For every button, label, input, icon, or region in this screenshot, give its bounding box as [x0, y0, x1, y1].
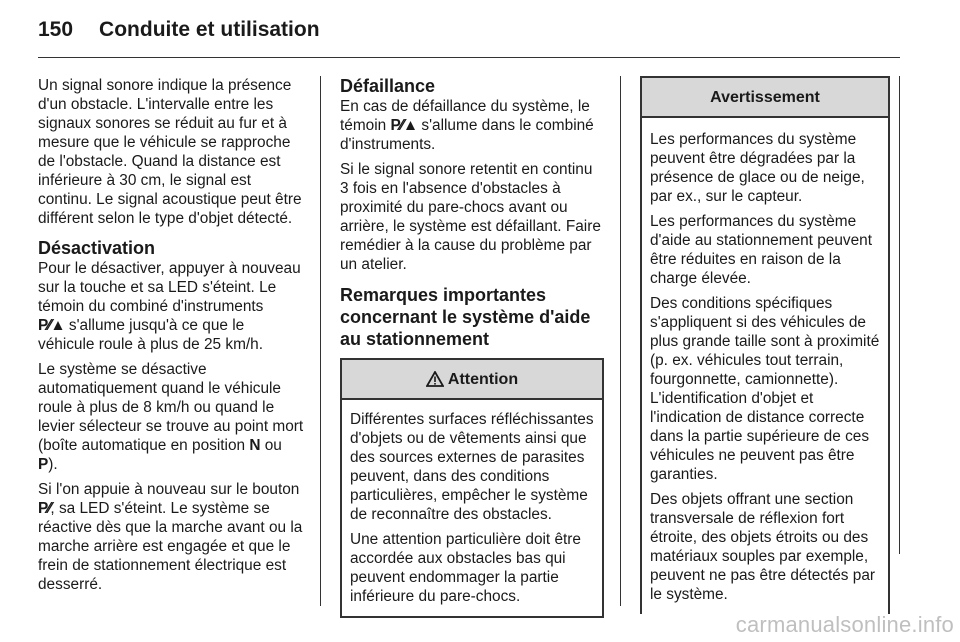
column-2 — [340, 76, 604, 618]
attention-title: Attention — [447, 370, 519, 388]
warning-title: Avertissement — [710, 88, 820, 106]
paragraph: Des conditions spécifiques s'appliquent si des véhicules de plus grande taille sont à proximité (p. ex. véhicules tout terrain, fourgonnette, camionnette). L'identification d'objet et l'indication de distance correcte dans la partie supérieure de ces véhicules ne peuvent pas être garanties. — [650, 295, 880, 483]
attention-header — [342, 360, 602, 400]
paragraph: Si le signal sonore retentit en continu 3 fois en l'absence d'obstacles à proximité du pare-chocs avant ou arrière, le système est défaillant. Faire remédier à la cause du problème par un atelier. — [340, 161, 601, 273]
park-assist-indicator-icon: P⁄⁄▲ — [38, 317, 65, 334]
page-number: 150 — [38, 18, 74, 41]
header-rule — [38, 57, 900, 58]
page-header — [38, 18, 320, 48]
column-divider — [899, 76, 900, 554]
park-assist-button-icon: P⁄⁄ — [38, 500, 51, 517]
heading-failure: Défaillance — [340, 76, 436, 96]
warning-box — [640, 76, 890, 614]
paragraph: En cas de défaillance du système, le témoin P⁄⁄▲ s'allume dans le combiné d'instruments. — [340, 98, 594, 153]
heading-deactivation: Désactivation — [38, 238, 156, 258]
paragraph: Pour le désactiver, appuyer à nouveau sur la touche et sa LED s'éteint. Le témoin du combiné d'instruments P⁄⁄▲ s'allume jusqu'à ce que le véhicule roule à plus de 25 km/h. — [38, 260, 301, 353]
paragraph: Les performances du système peuvent être dégradées par la présence de glace ou de neige, par ex., sur le capteur. — [650, 131, 865, 205]
paragraph: Si l'on appuie à nouveau sur le bouton P⁄⁄, sa LED s'éteint. Le système se réactive dès que la marche avant ou la marche arrière est engagée et que le frein de stationnement électrique est desserré. — [38, 481, 303, 593]
attention-body — [342, 400, 602, 616]
paragraph: Le système se désactive automatiquement quand le véhicule roule à plus de 8 km/h ou quand le levier sélecteur se trouve au point mort (boîte automatique en position N ou P). — [38, 361, 304, 473]
paragraph: Une attention particulière doit être accordée aux obstacles bas qui peuvent endommager la partie inférieure du pare-chocs. — [350, 531, 581, 605]
paragraph: Un signal sonore indique la présence d'un obstacle. L'intervalle entre les signaux sonores se réduit au fur et à mesure que le véhicule se rapproche de l'obstacle. Quand la distance est inférieure à 30 cm, le signal est continu. Le signal acoustique peut être différent selon le type d'objet détecté. — [38, 77, 302, 227]
warning-triangle-icon — [426, 371, 444, 387]
park-assist-indicator-icon: P⁄⁄▲ — [390, 117, 418, 134]
attention-box — [340, 358, 604, 618]
running-title: Conduite et utilisation — [99, 18, 320, 41]
paragraph: Des objets offrant une section transversale de réflexion fort étroite, des objets étroits ou des matériaux souples par exemple, peuvent ne pas être détectés par le système. — [650, 491, 876, 603]
warning-header — [642, 78, 888, 118]
paragraph: Les performances du système d'aide au stationnement peuvent être réduites en raison de la charge élevée. — [650, 213, 872, 287]
watermark: carmanualsonline.info — [735, 612, 954, 637]
paragraph: Différentes surfaces réfléchissantes d'objets ou de vêtements ainsi que des sources externes de parasites peuvent, dans des conditions particulières, empêcher le système de reconnaître des obstacles. — [350, 411, 594, 523]
column-divider — [620, 76, 621, 606]
column-3 — [640, 76, 890, 614]
heading-important-remarks: Remarques importantes concernant le système d'aide au stationnement — [340, 285, 591, 349]
warning-body — [642, 118, 888, 614]
column-1 — [38, 76, 304, 600]
column-divider — [320, 76, 321, 606]
